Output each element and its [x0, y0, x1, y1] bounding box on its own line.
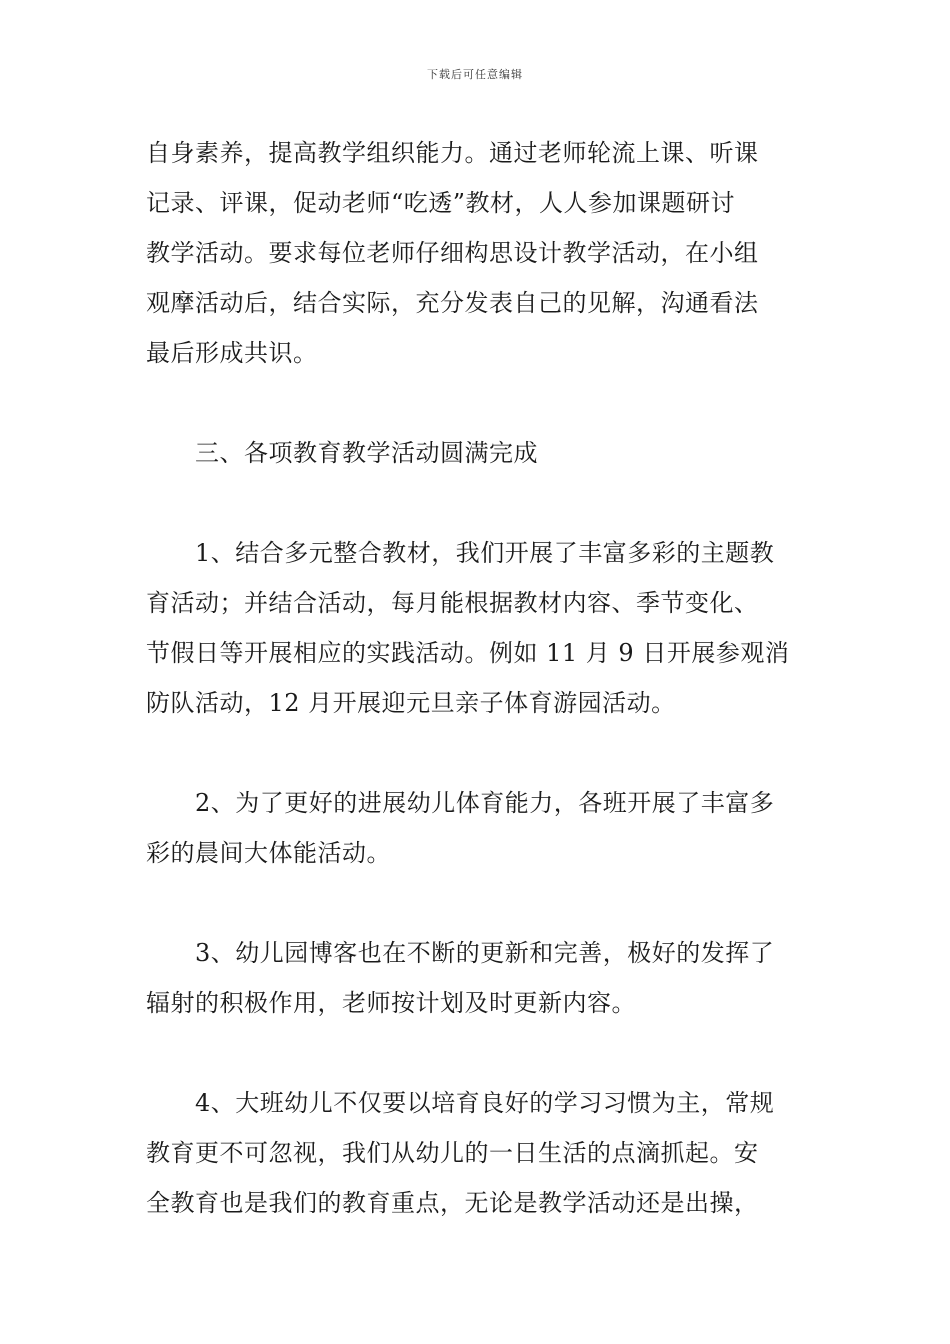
header-note: 下载后可任意编辑 [427, 68, 523, 81]
text-line: 3、幼儿园博客也在不断的更新和完善，极好的发挥了 [146, 939, 775, 967]
document-body [146, 128, 810, 1228]
text-line: 育活动；并结合活动，每月能根据教材内容、季节变化、 [146, 589, 759, 617]
text-line: 彩的晨间大体能活动。 [146, 839, 391, 867]
section-heading: 三、各项教育教学活动圆满完成 [146, 439, 538, 467]
text-line: 防队活动，12 月开展迎元旦亲子体育游园活动。 [146, 689, 676, 717]
paragraph-3 [146, 928, 810, 1028]
text-line: 观摩活动后，结合实际，充分发表自己的见解，沟通看法 [146, 289, 759, 317]
paragraph-gap [146, 878, 810, 928]
paragraph-4 [146, 1078, 810, 1228]
paragraph-1 [146, 528, 810, 728]
text-line: 自身素养，提高教学组织能力。通过老师轮流上课、听课 [146, 139, 759, 167]
paragraph-gap [146, 728, 810, 778]
text-line: 辐射的积极作用，老师按计划及时更新内容。 [146, 989, 636, 1017]
text-line: 最后形成共识。 [146, 339, 318, 367]
text-line: 教学活动。要求每位老师仔细构思设计教学活动，在小组 [146, 239, 759, 267]
paragraph-2 [146, 778, 810, 878]
text-line: 2、为了更好的进展幼儿体育能力，各班开展了丰富多 [146, 789, 775, 817]
paragraph-intro [146, 128, 810, 378]
paragraph-gap [146, 1028, 810, 1078]
text-line: 节假日等开展相应的实践活动。例如 11 月 9 日开展参观消 [146, 639, 790, 667]
text-line: 全教育也是我们的教育重点，无论是教学活动还是出操， [146, 1189, 759, 1217]
text-line: 教育更不可忽视，我们从幼儿的一日生活的点滴抓起。安 [146, 1139, 759, 1167]
text-line: 1、结合多元整合教材，我们开展了丰富多彩的主题教 [146, 539, 775, 567]
text-line: 4、大班幼儿不仅要以培育良好的学习习惯为主，常规 [146, 1089, 775, 1117]
text-line: 记录、评课，促动老师“吃透”教材，人人参加课题研讨 [146, 189, 736, 217]
paragraph-gap [146, 378, 810, 428]
paragraph-gap [146, 478, 810, 528]
